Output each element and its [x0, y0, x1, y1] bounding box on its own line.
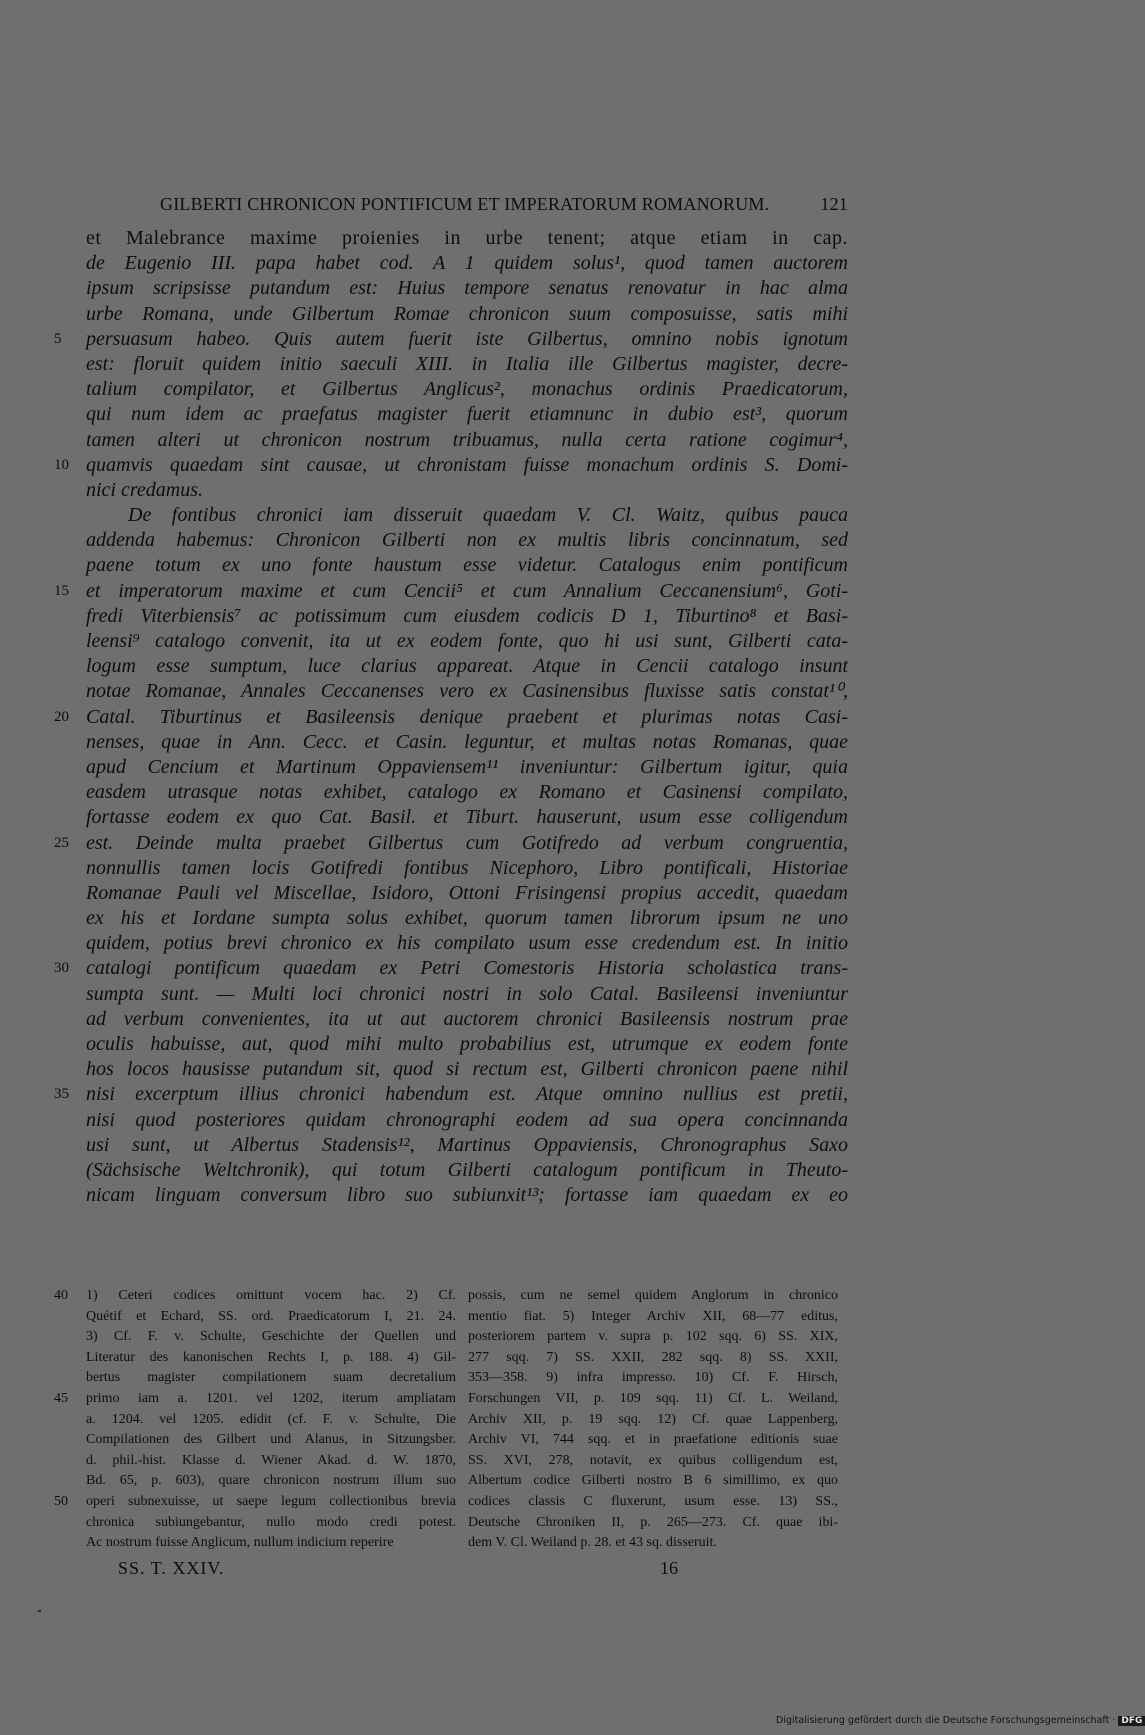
footnote-text: 353—358. 9) infra impresso. 10) Cf. F. Hirsch, — [468, 1370, 838, 1386]
text-line — [54, 1082, 848, 1107]
text-line — [86, 1007, 848, 1032]
line-text: qui num idem ac praefatus magister fuerit etiamnunc in dubio est³, quorum — [86, 403, 848, 426]
text-line — [86, 1133, 848, 1158]
text-line — [86, 856, 848, 881]
text-line — [86, 780, 848, 805]
footnote-line — [86, 1533, 456, 1554]
footnote-text: a. 1204. vel 1205. edidit (cf. F. v. Schulte, Die — [86, 1411, 456, 1427]
line-text: ex his et Iordane sumpta solus exhibet, quorum tamen librorum ipsum ne uno — [86, 907, 848, 930]
footnote-text: Compilationen des Gilbert und Alanus, in Sitzungsber. — [86, 1432, 456, 1448]
line-text: et Malebrance maxime proienies in urbe tenent; atque etiam in cap. — [86, 227, 848, 249]
line-text: fredi Viterbiensis⁷ ac potissimum cum eiusdem codicis D 1, Tiburtino⁸ et Basi- — [86, 604, 848, 627]
line-text: nicam linguam conversum libro suo subiunxit¹³; fortasse iam quaedam ex eo — [86, 1184, 848, 1207]
text-line — [86, 1108, 848, 1133]
line-number: 45 — [54, 1390, 68, 1406]
line-text: nisi excerptum illius chronici habendum est. Atque omnino nullius est pretii, — [86, 1083, 848, 1106]
text-line — [86, 931, 848, 956]
text-line — [86, 302, 848, 327]
line-number: 5 — [54, 330, 62, 347]
text-line — [54, 453, 848, 478]
text-line — [54, 956, 848, 981]
text-line — [86, 553, 848, 578]
line-text: tamen alteri ut chronicon nostrum tribuamus, nulla certa ratione cogimur⁴, — [86, 428, 848, 451]
footnote-text: bertus magister compilationem suam decretalium — [86, 1370, 456, 1386]
line-text: hos locos hausisse putandum sit, quod si rectum est, Gilberti chronicon paene nihil — [86, 1058, 848, 1081]
footnote-text: Bd. 65, p. 603), quare chronicon nostrum illum suo — [86, 1473, 456, 1489]
line-number: 25 — [54, 834, 69, 851]
footnote-line — [468, 1389, 838, 1410]
footnote-text: codices classis C fluxerunt, usum esse. 13) SS., — [468, 1493, 838, 1509]
line-number: 10 — [54, 456, 69, 473]
line-number: 20 — [54, 708, 69, 725]
footnote-line — [468, 1533, 838, 1554]
line-text: nenses, quae in Ann. Cecc. et Casin. leguntur, et multas notas Romanas, quae — [86, 730, 848, 753]
text-line — [86, 402, 848, 427]
footnote-text: Forschungen VII, p. 109 sqq. 11) Cf. L. Weiland, — [468, 1390, 838, 1406]
footnote-line — [54, 1286, 456, 1307]
footnote-line — [86, 1471, 456, 1492]
footnote-text: operi subnexuisse, ut saepe legum collectionibus brevia — [86, 1493, 456, 1509]
line-text: talium compilator, et Gilbertus Anglicus², monachus ordinis Praedicatorum, — [86, 378, 848, 401]
sheet-number: 16 — [660, 1558, 678, 1578]
line-text: Romanae Pauli vel Miscellae, Isidoro, Ottoni Frisingensi propius accedit, quaedam — [86, 881, 848, 904]
line-number: 50 — [54, 1493, 68, 1509]
footnote-line — [86, 1368, 456, 1389]
text-line — [86, 1158, 848, 1183]
text-line — [54, 705, 848, 730]
line-text: urbe Romana, unde Gilbertum Romae chronicon suum composuisse, satis mihi — [86, 302, 848, 325]
footnote-line — [86, 1410, 456, 1431]
dfg-logo-icon: DFG — [1118, 1716, 1145, 1726]
footnote-text: SS. XVI, 278, notavit, ex quibus colligendum est, — [468, 1452, 838, 1468]
footnotes-left-column — [54, 1286, 456, 1554]
text-line — [86, 629, 848, 654]
line-text: quamvis quaedam sint causae, ut chronistam fuisse monachum ordinis S. Domi- — [86, 453, 848, 476]
line-text: apud Cencium et Martinum Oppaviensem¹¹ inveniuntur: Gilbertum igitur, quia — [86, 755, 848, 778]
footnote-line — [86, 1430, 456, 1451]
footnote-line — [54, 1389, 456, 1410]
text-line — [86, 377, 848, 402]
text-line — [86, 982, 848, 1007]
text-line — [86, 251, 848, 276]
footnote-line — [468, 1513, 838, 1534]
text-line — [86, 1032, 848, 1057]
footnote-line — [86, 1327, 456, 1348]
text-line — [86, 654, 848, 679]
footnote-text: 3) Cf. F. v. Schulte, Geschichte der Quellen und — [86, 1329, 456, 1345]
line-number: 35 — [54, 1086, 69, 1103]
footnote-text: possis, cum ne semel quidem Anglorum in chronico — [468, 1288, 838, 1303]
footnote-text: Ac nostrum fuisse Anglicum, nullum indicium reperire — [86, 1535, 394, 1551]
line-text: sumpta sunt. — Multi loci chronici nostri in solo Catal. Basileensi inveniuntur — [86, 982, 848, 1005]
footnote-text: d. phil.-hist. Klasse d. Wiener Akad. d. W. 1870, — [86, 1452, 456, 1468]
footnote-line — [468, 1471, 838, 1492]
text-line — [86, 352, 848, 377]
line-text: Catal. Tiburtinus et Basileensis denique praebent et plurimas notas Casi- — [86, 705, 848, 728]
footnote-text: 277 sqq. 7) SS. XXII, 282 sqq. 8) SS. XXII, — [468, 1349, 838, 1365]
text-line — [86, 1057, 848, 1082]
footnote-line — [54, 1492, 456, 1513]
footnote-line — [468, 1451, 838, 1472]
line-number: 15 — [54, 582, 69, 599]
footnote-line — [468, 1492, 838, 1513]
text-line — [86, 478, 848, 503]
signature-mark: SS. T. XXIV. — [118, 1558, 225, 1578]
text-line — [86, 503, 848, 528]
line-text: leensi⁹ catalogo convenit, ita ut ex eodem fonte, quo hi usi sunt, Gilberti cata- — [86, 630, 848, 652]
text-line — [54, 831, 848, 856]
footnote-line — [86, 1513, 456, 1534]
footnote-text: Archiv XII, p. 19 sqq. 12) Cf. quae Lappenberg, — [468, 1411, 838, 1427]
line-text: persuasum habeo. Quis autem fuerit iste Gilbertus, omnino nobis ignotum — [86, 327, 848, 350]
scan-speck — [38, 1610, 41, 1612]
footnote-text: primo iam a. 1201. vel 1202, iterum ampliatam — [86, 1390, 456, 1406]
main-text-block — [54, 226, 848, 1208]
line-text: addenda habemus: Chronicon Gilberti non ex multis libris concinnatum, sed — [86, 529, 848, 552]
line-number: 30 — [54, 960, 69, 977]
line-text: quidem, potius brevi chronico ex his compilato usum esse credendum est. In initio — [86, 932, 848, 955]
footnote-line — [86, 1348, 456, 1369]
footnote-text: dem V. Cl. Weiland p. 28. et 43 sq. disseruit. — [468, 1535, 717, 1551]
line-text: de Eugenio III. papa habet cod. A 1 quidem solus¹, quod tamen auctorem — [86, 252, 848, 275]
line-text: nisi quod posteriores quidam chronographi eodem ad sua opera concinnanda — [86, 1108, 848, 1131]
footnote-line — [86, 1307, 456, 1328]
text-line — [86, 755, 848, 780]
footnotes-right-column — [468, 1286, 838, 1554]
footnote-text: Literatur des kanonischen Rechts I, p. 188. 4) Gil- — [86, 1349, 456, 1365]
line-text: (Sächsische Weltchronik), qui totum Gilberti catalogum pontificum in Theuto- — [86, 1158, 848, 1181]
footnote-text: chronica subiungebantur, nullo modo credi potest. — [86, 1514, 456, 1530]
page-number: 121 — [820, 194, 848, 214]
line-text: De fontibus chronici iam disseruit quaedam V. Cl. Waitz, quibus pauca — [128, 504, 848, 527]
text-line — [86, 276, 848, 301]
text-line — [86, 881, 848, 906]
footnote-line — [468, 1430, 838, 1451]
footnote-line — [468, 1348, 838, 1369]
line-text: est: floruit quidem initio saeculi XIII. in Italia ille Gilbertus magister, decre- — [86, 352, 848, 375]
line-text: ipsum scripsisse putandum est: Huius tempore senatus renovatur in hac alma — [86, 277, 848, 300]
text-line — [86, 428, 848, 453]
footnote-text: Archiv VI, 744 sqq. et in praefatione editionis suae — [468, 1432, 838, 1448]
footnote-line — [468, 1286, 838, 1307]
text-line — [86, 679, 848, 704]
footnote-line — [468, 1327, 838, 1348]
footnote-text: mentio fiat. 5) Integer Archiv XII, 68—77 editus, — [468, 1308, 838, 1324]
footnote-line — [468, 1410, 838, 1431]
footnote-line — [86, 1451, 456, 1472]
text-line — [86, 604, 848, 629]
footnote-text: posteriorem partem v. supra p. 102 sqq. 6) SS. XIX, — [468, 1329, 838, 1345]
line-text: et imperatorum maxime et cum Cencii⁵ et cum Annalium Ceccanensium⁶, Goti- — [86, 579, 848, 602]
line-text: easdem utrasque notas exhibet, catalogo ex Romano et Casinensi compilato, — [86, 781, 848, 804]
line-text: notae Romanae, Annales Ceccanenses vero ex Casinensibus fluxisse satis constat¹⁰, — [86, 680, 848, 703]
line-text: nici credamus. — [86, 478, 204, 501]
text-line — [86, 906, 848, 931]
footnote-text: Deutsche Chroniken II, p. 265—273. Cf. quae ibi- — [468, 1514, 838, 1530]
text-line — [86, 528, 848, 553]
footnote-text: 1) Ceteri codices omittunt vocem hac. 2) Cf. — [86, 1288, 456, 1303]
line-text: usi sunt, ut Albertus Stadensis¹², Martinus Oppaviensis, Chronographus Saxo — [86, 1133, 848, 1156]
running-head-title: GILBERTI CHRONICON PONTIFICUM ET IMPERATORUM ROMANORUM. — [160, 194, 770, 214]
text-line — [86, 226, 848, 251]
line-text: nonnullis tamen locis Gotifredi fontibus Nicephoro, Libro pontificali, Historiae — [86, 856, 848, 879]
digitization-credit — [776, 1715, 1145, 1726]
footnote-line — [468, 1307, 838, 1328]
line-text: paene totum ex uno fonte haustum esse videtur. Catalogus enim pontificum — [86, 554, 848, 577]
line-text: ad verbum convenientes, ita ut aut auctorem chronici Basileensis nostrum prae — [86, 1007, 848, 1030]
text-line — [54, 579, 848, 604]
footnote-text: Quétif et Echard, SS. ord. Praedicatorum I, 21. 24. — [86, 1308, 456, 1324]
line-text: oculis habuisse, aut, quod mihi multo probabilius est, utrumque ex eodem fonte — [86, 1033, 848, 1055]
footnote-line — [468, 1368, 838, 1389]
text-line — [86, 805, 848, 830]
text-line — [54, 327, 848, 352]
text-line — [86, 730, 848, 755]
line-number: 40 — [54, 1288, 68, 1303]
text-line — [86, 1183, 848, 1208]
line-text: fortasse eodem ex quo Cat. Basil. et Tiburt. hauserunt, usum esse colligendum — [86, 806, 848, 829]
footnote-text: Albertum codice Gilberti nostro B 6 simillimo, ex quo — [468, 1473, 838, 1489]
digitization-credit-text: Digitalisierung gefördert durch die Deutsche Forschungsgemeinschaft · — [776, 1715, 1116, 1726]
line-text: est. Deinde multa praebet Gilbertus cum Gotifredo ad verbum congruentia, — [86, 831, 848, 854]
line-text: logum esse sumptum, luce clarius appareat. Atque in Cencii catalogo insunt — [86, 655, 848, 678]
line-text: catalogi pontificum quaedam ex Petri Comestoris Historia scholastica trans- — [86, 957, 848, 980]
